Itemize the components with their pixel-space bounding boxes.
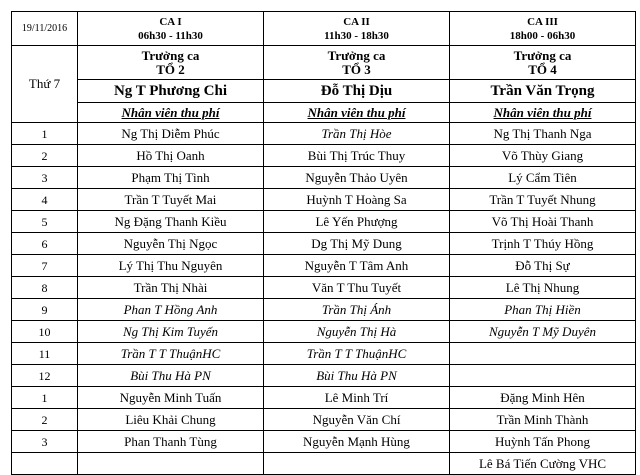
shift-1-staff-name: Trần T Tuyết Mai <box>78 189 264 211</box>
shift-3-staff-name: Trần Minh Thành <box>450 409 636 431</box>
shift-3-staff-name <box>450 343 636 365</box>
shift-2-staff-name: Bùi Thu Hà PN <box>264 365 450 387</box>
shift-1-staff-name: Liêu Khải Chung <box>78 409 264 431</box>
shift-1-name: CA I <box>159 15 182 28</box>
shift-3-lead-title: Trưởng ca <box>513 47 572 63</box>
staff-row <box>12 211 636 233</box>
shift-3-staff-name: Ng Thị Thanh Nga <box>450 123 636 145</box>
team-lead-row <box>12 46 636 80</box>
shift-1-lead <box>78 46 264 80</box>
shift-3-staff-name: Lý Cẩm Tiên <box>450 167 636 189</box>
shift-1-staff-name: Lý Thị Thu Nguyên <box>78 255 264 277</box>
shift-1-staff-name: Ng Đặng Thanh Kiều <box>78 211 264 233</box>
shift-2-time: 11h30 - 18h30 <box>324 29 389 42</box>
shift-1-staff-name: Ng Thị Kim Tuyến <box>78 321 264 343</box>
shift-2-staff-name: Dg Thị Mỹ Dung <box>264 233 450 255</box>
shift-1-staff-name: Phạm Thị Tình <box>78 167 264 189</box>
row-number: 3 <box>12 431 78 453</box>
staff-row <box>12 431 636 453</box>
staff-row <box>12 255 636 277</box>
shift-3-staff-name: Nguyễn T Mỹ Duyên <box>450 321 636 343</box>
shift-2-name: CA II <box>343 15 370 28</box>
roster-body <box>12 12 636 475</box>
shift-2-lead-name: Đỗ Thị Dịu <box>264 80 450 103</box>
staff-subheader-row <box>12 103 636 123</box>
shift-2-staff-name: Nguyễn T Tâm Anh <box>264 255 450 277</box>
row-number: 3 <box>12 167 78 189</box>
shift-2-staff-name: Văn T Thu Tuyết <box>264 277 450 299</box>
shift-3-team: TỔ 4 <box>528 61 557 77</box>
shift-3-header <box>450 12 636 46</box>
shift-1-staff-name: Phan T Hồng Anh <box>78 299 264 321</box>
staff-row <box>12 233 636 255</box>
staff-row <box>12 343 636 365</box>
shift-2-staff-name: Lê Yến Phượng <box>264 211 450 233</box>
shift-1-staff-name: Nguyễn Minh Tuấn <box>78 387 264 409</box>
row-number: 6 <box>12 233 78 255</box>
row-number: 11 <box>12 343 78 365</box>
row-number: 2 <box>12 145 78 167</box>
row-number: 10 <box>12 321 78 343</box>
staff-row <box>12 321 636 343</box>
row-number: 8 <box>12 277 78 299</box>
shift-3-lead-name: Trần Văn Trọng <box>450 80 636 103</box>
lead-name-row <box>12 80 636 103</box>
staff-row <box>12 189 636 211</box>
shift-2-lead-title: Trưởng ca <box>327 47 386 63</box>
day-cell: Thứ 7 <box>12 46 78 123</box>
staff-row <box>12 387 636 409</box>
staff-row <box>12 167 636 189</box>
staff-row <box>12 365 636 387</box>
date-cell: 19/11/2016 <box>12 12 78 46</box>
shift-roster-table <box>11 11 636 475</box>
shift-1-staff-name: Hồ Thị Oanh <box>78 145 264 167</box>
shift-3-name: CA III <box>527 15 558 28</box>
shift-header-row <box>12 12 636 46</box>
shift-2-staff-name: Nguyễn Thảo Uyên <box>264 167 450 189</box>
shift-2-staff-name: Lê Minh Trí <box>264 387 450 409</box>
shift-1-header <box>78 12 264 46</box>
shift-1-team: TỔ 2 <box>156 61 185 77</box>
shift-2-staff-name: Nguyễn Văn Chí <box>264 409 450 431</box>
shift-3-staff-name: Trịnh T Thúy Hồng <box>450 233 636 255</box>
shift-1-staff-label: Nhân viên thu phí <box>78 103 264 123</box>
row-number: 4 <box>12 189 78 211</box>
shift-2-staff-name: Trần Thị Hòe <box>264 123 450 145</box>
shift-2-staff-name: Huỳnh T Hoàng Sa <box>264 189 450 211</box>
shift-3-staff-name: Phan Thị Hiền <box>450 299 636 321</box>
staff-row <box>12 123 636 145</box>
shift-1-staff-name: Phan Thanh Tùng <box>78 431 264 453</box>
shift-3-lead <box>450 46 636 80</box>
shift-3-staff-name: Trần T Tuyết Nhung <box>450 189 636 211</box>
row-number: 12 <box>12 365 78 387</box>
shift-3-staff-name: Huỳnh Tấn Phong <box>450 431 636 453</box>
shift-3-staff-name <box>450 365 636 387</box>
row-number: 7 <box>12 255 78 277</box>
shift-3-staff-label: Nhân viên thu phí <box>450 103 636 123</box>
row-number: 1 <box>12 387 78 409</box>
shift-2-staff-name: Bùi Thị Trúc Thuy <box>264 145 450 167</box>
shift-2-staff-label: Nhân viên thu phí <box>264 103 450 123</box>
row-number: 1 <box>12 123 78 145</box>
shift-2-team: TỔ 3 <box>342 61 371 77</box>
shift-2-lead <box>264 46 450 80</box>
shift-2-staff-name: Nguyễn Mạnh Hùng <box>264 431 450 453</box>
row-number: 2 <box>12 409 78 431</box>
shift-1-staff-name: Trần Thị Nhài <box>78 277 264 299</box>
shift-3-time: 18h00 - 06h30 <box>509 29 576 42</box>
staff-row <box>12 145 636 167</box>
staff-row <box>12 277 636 299</box>
row-number: 5 <box>12 211 78 233</box>
shift-2-staff-name: Nguyễn Thị Hà <box>264 321 450 343</box>
shift-2-header <box>264 12 450 46</box>
shift-1-staff-name: Ng Thị Diễm Phúc <box>78 123 264 145</box>
shift-3-staff-name: Võ Thị Hoài Thanh <box>450 211 636 233</box>
row-number: 9 <box>12 299 78 321</box>
staff-row <box>12 409 636 431</box>
shift-3-staff-name: Đỗ Thị Sự <box>450 255 636 277</box>
shift-3-staff-name: Võ Thùy Giang <box>450 145 636 167</box>
shift-2-staff-name: Trần T T ThuậnHC <box>264 343 450 365</box>
shift-1-lead-title: Trưởng ca <box>141 47 200 63</box>
shift-3-staff-name: Lê Bá Tiến Cường VHC <box>450 453 636 475</box>
shift-1-staff-name: Bùi Thu Hà PN <box>78 365 264 387</box>
shift-1-lead-name: Ng T Phương Chi <box>78 80 264 103</box>
shift-2-staff-name: Trần Thị Ánh <box>264 299 450 321</box>
shift-3-staff-name: Lê Thị Nhung <box>450 277 636 299</box>
staff-row <box>12 299 636 321</box>
shift-1-staff-name: Nguyễn Thị Ngọc <box>78 233 264 255</box>
shift-1-time: 06h30 - 11h30 <box>138 29 203 42</box>
shift-3-staff-name: Đặng Minh Hên <box>450 387 636 409</box>
shift-1-staff-name: Trần T T ThuậnHC <box>78 343 264 365</box>
